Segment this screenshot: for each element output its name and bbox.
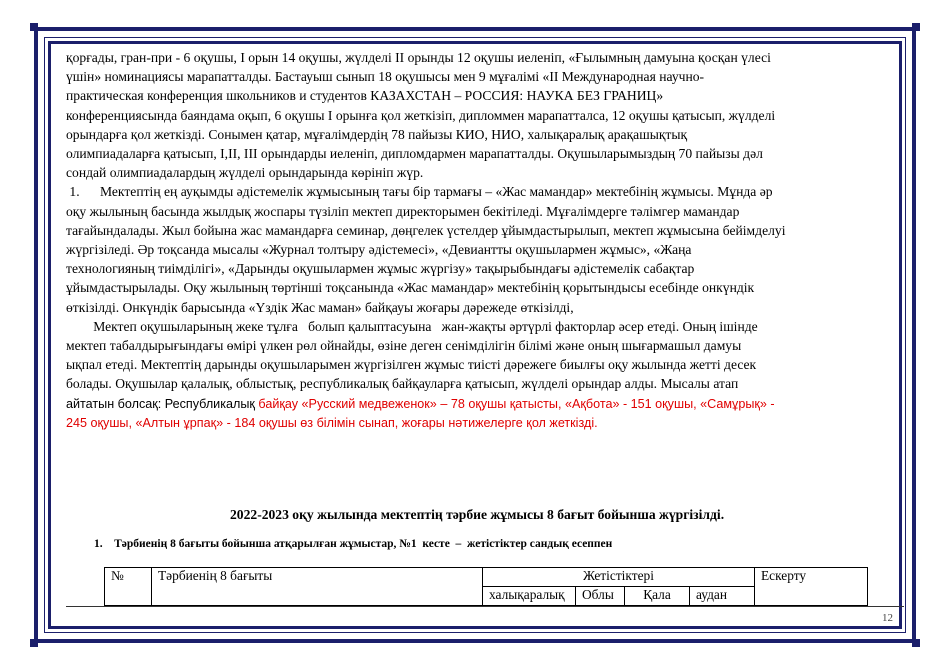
- table-header-note: Ескерту: [755, 568, 868, 606]
- achievements-table: [104, 567, 868, 606]
- table-caption: 1. Тәрбиенің 8 бағыты бойынша атқарылған жұмыстар, №1 кесте – жетістіктер сандық есеппен: [94, 538, 613, 550]
- text-line: практическая конференция школьников и студентов КАЗАХСТАН – РОССИЯ: НАУКА БЕЗ ГРАНИЦ»: [66, 88, 664, 104]
- text-line: болады. Оқушылар қалалық, облыстық, республикалық байқауларға қатысып, жүлделі орындар алды. Мысалы атап: [66, 376, 739, 392]
- document-body: [66, 48, 904, 607]
- table-header-direction: Тәрбиенің 8 бағыты: [152, 568, 483, 606]
- text-line: тағайындалады. Жыл бойына жас мамандарға семинар, дөңгелек үстелдер ұйымдастырылып, мектеп жұмысына бейімделуі: [66, 222, 786, 238]
- text-line: өткізілді. Онкүндік барысында «Үздік Жас маман» байқауы жоғары дәрежеде өткізілді,: [66, 299, 574, 315]
- text-line: қорғады, гран-при - 6 оқушы, І орын 14 оқушы, жүлделі ІІ орынды 12 оқушы иеленіп, «Ғылымның дамуына қосқан үлесі: [66, 50, 771, 65]
- text-line: оқу жылының басында жылдық жоспары түзіліп мектеп директорымен бекітіледі. Мұғалімдерге тәлімгер мамандар: [66, 203, 740, 219]
- text-line: ықпал етеді. Мектептің дарынды оқушыларымен жүргізілген жұмыс тиісті дәрежеге биылғы оқу жылында жетті десек: [66, 357, 757, 373]
- text-line: конференциясында баяндама оқып, 6 оқушы І орынға қол жеткізіп, дипломмен марапатталса, 12 оқушы қатысып, жүлделі: [66, 107, 776, 123]
- text-line: 1. Мектептің ең ауқымды әдістемелік жұмысының тағы бір тармағы – «Жас мамандар» мектебінің жұмысы. Мұнда әр: [66, 184, 773, 200]
- highlighted-results: байқау «Русский медвеженок» – 78 оқушы қатысты, «Ақбота» - 151 оқушы, «Самұрық» -: [258, 396, 775, 411]
- text-line: олимпиадаларға қатысып, І,ІІ, ІІІ орындарды иеленіп, дипломдармен марапатталды. Оқушыларымыздың 70 пайызы дәл: [66, 146, 763, 162]
- table-subheader-district: аудан: [690, 587, 755, 606]
- section-title: 2022-2023 оқу жылында мектептің тәрбие жұмысы 8 бағыт бойынша жүргізілді.: [230, 507, 725, 522]
- text-line: сондай олимпиадалардың жүлделі орындарында көрініп жүр.: [66, 165, 424, 181]
- table-subheader-city: Қала: [625, 587, 690, 606]
- corner-ornament: [30, 23, 38, 31]
- highlighted-results: 245 оқушы, «Алтын ұрпақ» - 184 оқушы өз білімін сынап, жоғары нәтижелерге қол жеткізді.: [66, 415, 598, 430]
- corner-ornament: [912, 23, 920, 31]
- table-subheader-oblast: Облы: [576, 587, 625, 606]
- page-number: 12: [882, 612, 893, 624]
- text-line: орындарға қол жеткізді. Сонымен қатар, мұғалімдердің 78 пайызы КИО, НИО, халықаралық арақашықтық: [66, 126, 688, 142]
- text-segment: айтатын болсақ: Республикалық: [66, 396, 259, 411]
- text-line: үшін» номинациясы марапатталды. Бастауыш сынып 18 оқушысы мен 9 мұғалімі «II Международная научно-: [66, 69, 705, 85]
- table-subheader-international: халықаралық: [483, 587, 576, 606]
- text-line: технологияның тиімділігі», «Дарынды оқушылармен жұмыс жүргізу» тақырыбындағы әдістемелік сабақтар: [66, 261, 695, 277]
- paragraph-olympiads: [66, 48, 904, 182]
- paragraph-gifted-students: [66, 317, 904, 433]
- text-line: мектеп табалдырығындағы өмірі үлкен рөл ойнайды, өзіне деген сенімділігін білімі және оның шығармашыл дамуы: [66, 338, 742, 354]
- paragraph-young-specialists: [66, 182, 904, 316]
- text-line: жүргізіледі. Әр тоқсанда мысалы «Журнал толтыру әдістемесі», «Девиантты оқушылармен жұмыс», «Жаңа: [66, 242, 692, 258]
- text-line-mixed: [66, 394, 904, 414]
- corner-ornament: [912, 639, 920, 647]
- text-line: ұйымдастырылады. Оқу жылының төртінші тоқсанында «Жас мамандар» мектебінің қорытындысы есебінде онкүндік: [66, 280, 755, 296]
- text-line: Мектеп оқушыларының жеке тұлға болып қалыптасуына жан-жақты әртүрлі факторлар әсер етеді. Оның ішінде: [66, 318, 758, 334]
- table-header-achievements: Жетістіктері: [483, 568, 755, 587]
- corner-ornament: [30, 639, 38, 647]
- table-header-no: №: [105, 568, 152, 606]
